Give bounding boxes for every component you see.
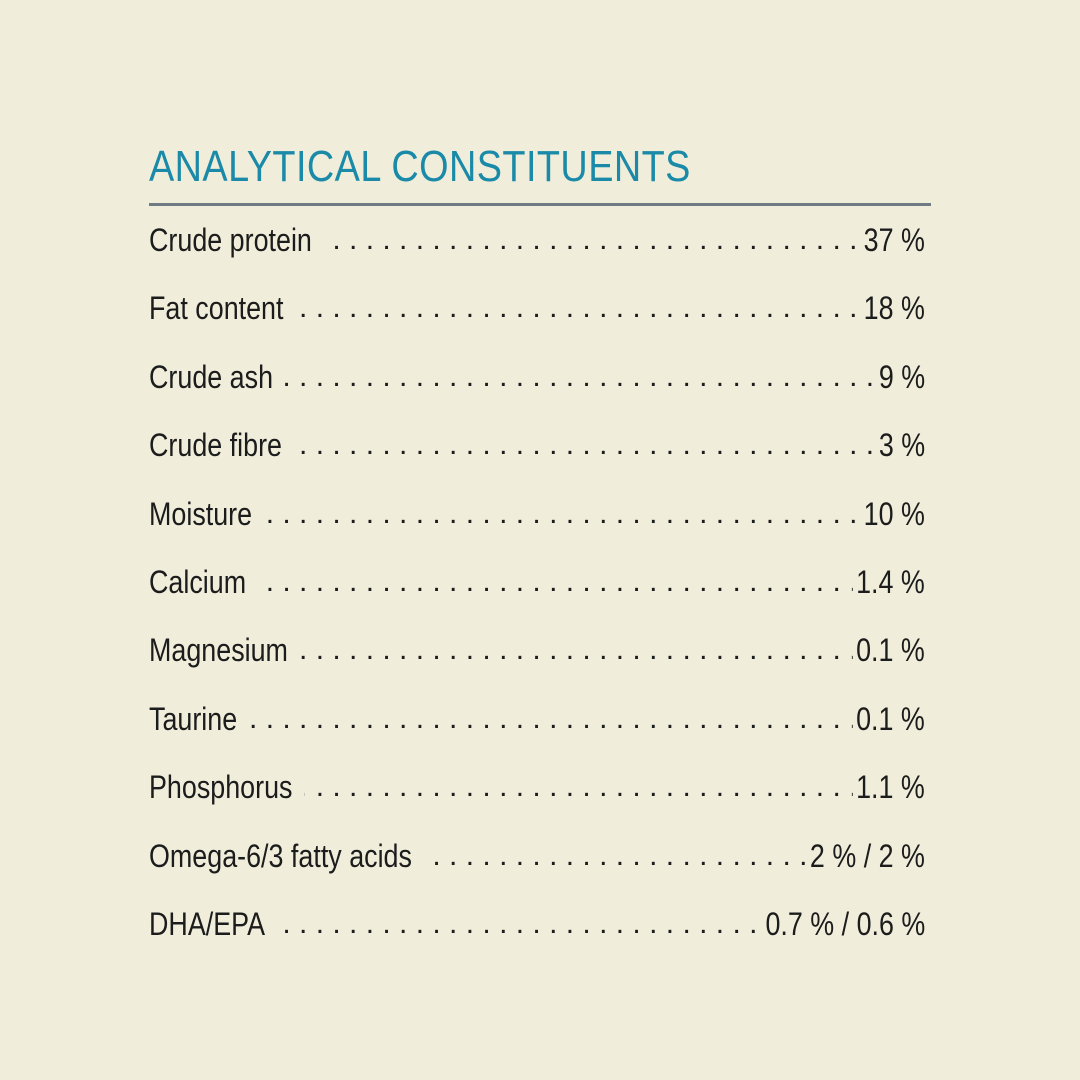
- constituent-row-crude-protein: [149, 215, 925, 283]
- constituent-label: Magnesium: [149, 625, 300, 675]
- constituent-row-calcium: [149, 557, 925, 625]
- constituent-row-fat-content: [149, 283, 925, 351]
- dot-leader: [149, 694, 925, 744]
- constituent-row-dha-epa: [149, 899, 925, 967]
- constituent-label: Crude protein: [149, 215, 324, 265]
- constituent-value: 0.7 % / 0.6 %: [762, 899, 925, 949]
- constituent-row-taurine: [149, 694, 925, 762]
- dot-leader: [149, 489, 925, 539]
- constituent-value: 0.1 %: [853, 625, 925, 675]
- constituents-panel: [149, 138, 931, 967]
- constituent-value: 18 %: [860, 283, 925, 333]
- constituent-value: 9 %: [875, 352, 925, 402]
- constituent-label: Crude fibre: [149, 420, 294, 470]
- constituent-value: 1.1 %: [853, 762, 925, 812]
- constituent-label: Fat content: [149, 283, 295, 333]
- title-divider: [149, 203, 931, 206]
- dot-leader: [149, 557, 925, 607]
- constituent-row-magnesium: [149, 625, 925, 693]
- constituent-value: 0.1 %: [853, 694, 925, 744]
- constituent-label: Taurine: [149, 694, 249, 744]
- constituents-list: [149, 215, 931, 967]
- constituent-row-crude-fibre: [149, 420, 925, 488]
- constituent-value: 10 %: [860, 489, 925, 539]
- constituent-label: Omega-6/3 fatty acids: [149, 831, 424, 881]
- constituent-label: Moisture: [149, 489, 264, 539]
- constituent-label: Crude ash: [149, 352, 285, 402]
- constituent-value: 37 %: [860, 215, 925, 265]
- constituent-value: 2 % / 2 %: [807, 831, 925, 881]
- constituent-row-crude-ash: [149, 352, 925, 420]
- constituent-row-moisture: [149, 489, 925, 557]
- constituent-label: Phosphorus: [149, 762, 304, 812]
- constituent-row-phosphorus: [149, 762, 925, 830]
- section-title: ANALYTICAL CONSTITUENTS: [149, 142, 691, 191]
- constituent-label: Calcium: [149, 557, 258, 607]
- constituent-label: DHA/EPA: [149, 899, 277, 949]
- constituent-value: 3 %: [875, 420, 925, 470]
- constituent-row-omega-fatty-acids: [149, 831, 925, 899]
- constituent-value: 1.4 %: [853, 557, 925, 607]
